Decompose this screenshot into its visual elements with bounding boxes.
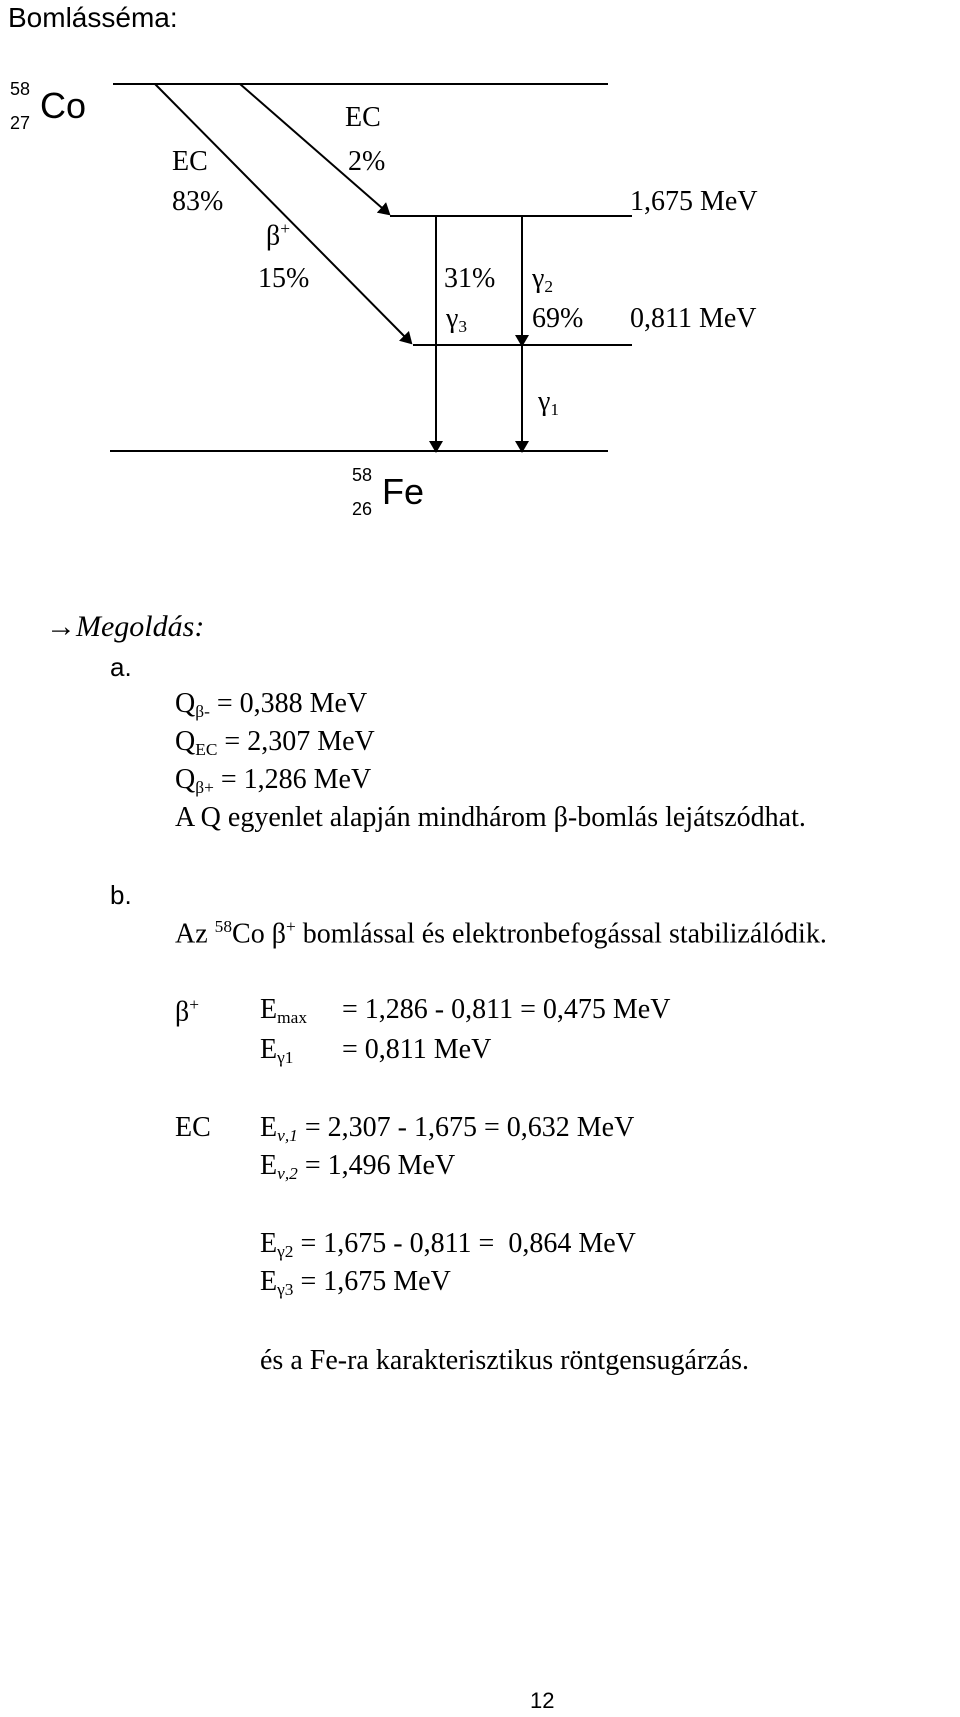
emax-label: $E_{max}$ [260, 994, 307, 1028]
egamma1-label: $E_{\gamma 1}$ [260, 1034, 294, 1068]
page-heading: Bomlásséma: [8, 2, 178, 33]
beta-plus-percent: 15% [258, 263, 310, 294]
parent-symbol: Co [40, 85, 87, 126]
part-b-label: b. [110, 880, 132, 910]
daughter-mass-number: 58 [352, 465, 373, 485]
egamma2-line: $E_{\gamma 2} = 1,675 - 0,811 = 0,864$ MeV [260, 1228, 636, 1262]
enu1-line: $E_{\nu,1} = 2,307 - 1,675 = 0,632$ MeV [260, 1112, 635, 1146]
enu2-line: $E_{\nu,2} = 1,496$ MeV [260, 1150, 456, 1184]
gamma3-percent: 31% [444, 263, 496, 294]
solution-title: →Megoldás: [46, 610, 205, 643]
part-a-label: a. [110, 652, 132, 682]
beta-plus-label: β+ [266, 219, 291, 252]
egamma3-line: $E_{\gamma 3} = 1,675$ MeV [260, 1266, 451, 1300]
gamma1-label: $\gamma_1$ [538, 386, 560, 420]
part-a-conclusion: A Q egyenlet alapján mindhárom β-bomlás lejátszódhat. [175, 802, 806, 833]
ec-small-percent: 2% [348, 146, 386, 177]
parent-mass-number: 58 [10, 79, 31, 99]
emax-value: = 1,286 - 0,811 = 0,475 MeV [342, 994, 671, 1025]
closing-line: és a Fe-ra karakterisztikus röntgensugárzás. [260, 1345, 750, 1376]
ec-small-label: EC [345, 102, 381, 133]
ec-big-percent: 83% [172, 186, 224, 217]
q-ec-line: $Q_{EC} = 2,307$ MeV [175, 726, 375, 760]
gamma3-label: $\gamma_3$ [446, 303, 468, 337]
daughter-atomic-number: 26 [352, 499, 373, 519]
gamma2-label: $\gamma_2$ [532, 263, 554, 297]
level-1675-label: 1,675 MeV [630, 186, 758, 217]
egamma1-value: = 0,811 MeV [342, 1034, 492, 1065]
decay-scheme-diagram [0, 0, 960, 470]
part-b-intro: Az $^{58}$Co β+ bomlással és elektronbefogással stabilizálódik. [175, 917, 827, 950]
gamma2-percent: 69% [532, 303, 584, 334]
q-beta-minus-line: $Q_{\beta-} = 0,388$ MeV [175, 688, 368, 722]
page-number: 12 [530, 1688, 555, 1713]
daughter-symbol: Fe [382, 471, 425, 512]
ec-section-label: EC [175, 1112, 211, 1143]
parent-atomic-number: 27 [10, 113, 31, 133]
q-beta-plus-line: $Q_{\beta+} = 1,286$ MeV [175, 764, 372, 798]
level-811-label: 0,811 MeV [630, 303, 757, 334]
ec-big-label: EC [172, 146, 208, 177]
beta-plus-section-label: β+ [175, 995, 200, 1028]
